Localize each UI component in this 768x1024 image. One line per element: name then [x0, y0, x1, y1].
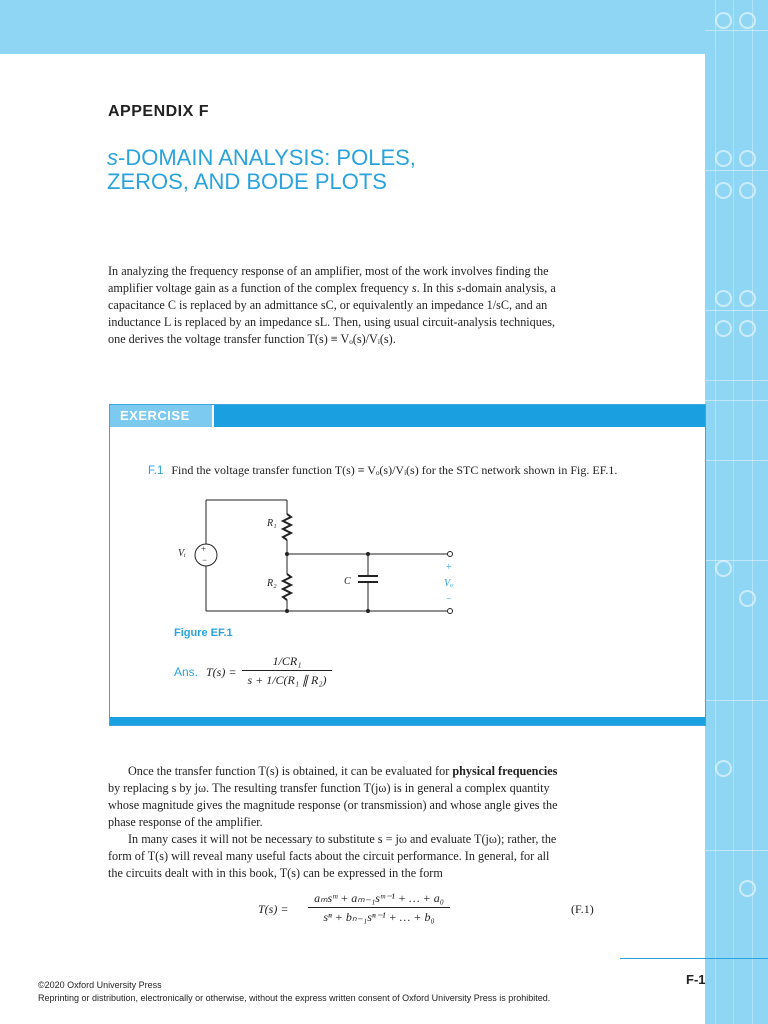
source-minus: − [202, 555, 208, 565]
top-color-band [0, 0, 768, 54]
exercise-tab [110, 405, 214, 427]
answer-denominator: s + 1/C(R₁ ∥ R₂) [247, 673, 327, 687]
circuit-dot-icon [739, 590, 756, 607]
circuit-dot-icon [739, 290, 756, 307]
right-decorative-band [705, 0, 768, 1024]
exercise-question [148, 463, 617, 478]
intro-line-3: capacitance C is replaced by an admittance sC, or equivalently an impedance 1/sC, and an [108, 298, 548, 312]
vi-label: Vᵢ [178, 548, 186, 559]
circuit-dot-icon [739, 880, 756, 897]
circuit-dot-icon [715, 290, 732, 307]
circuit-dot-icon [715, 320, 732, 337]
body-p2-line-3: the circuits dealt with in this book, T(s) can be expressed in the form [108, 866, 443, 880]
junction-dot [366, 552, 370, 556]
title-line2: ZEROS, AND BODE PLOTS [107, 169, 387, 194]
title-s: s [107, 145, 118, 170]
exercise-header-bar [110, 405, 705, 427]
junction-dot [285, 609, 289, 613]
exercise-text: Find the voltage transfer function T(s) ≡ Vₒ(s)/Vᵢ(s) for the STC network shown in Fig. EF.1. [171, 463, 618, 477]
circuit-dot-icon [739, 12, 756, 29]
circuit-dot-icon [715, 560, 732, 577]
fraction-bar [242, 670, 332, 671]
body-p2-line-2: form of T(s) will reveal many useful facts about the circuit performance. In general, for all [108, 849, 550, 863]
r2-label: R₂ [267, 578, 277, 589]
answer-fraction [242, 653, 332, 688]
stc-network-circuit [170, 490, 470, 625]
intro-paragraph [108, 263, 598, 348]
circuit-trace [705, 560, 768, 561]
intro-line-1: In analyzing the frequency response of an amplifier, most of the work involves finding the [108, 264, 549, 278]
circuit-trace [705, 400, 768, 401]
footer-rule [620, 958, 768, 959]
vo-minus: − [446, 594, 452, 605]
circuit-dot-icon [739, 150, 756, 167]
copyright-line: ©2020 Oxford University Press [38, 980, 162, 990]
exercise-number: F.1 [148, 465, 164, 477]
circuit-trace [705, 170, 768, 171]
r2-resistor [283, 574, 291, 600]
circuit-trace [705, 460, 768, 461]
circuit-trace [705, 700, 768, 701]
r1-resistor [283, 514, 291, 540]
circuit-trace [705, 30, 768, 31]
circuit-dot-icon [715, 760, 732, 777]
c-label: C [344, 576, 351, 587]
output-terminal-minus [448, 609, 453, 614]
body-paragraph-1 [108, 763, 598, 882]
figure-caption: Figure EF.1 [174, 627, 233, 639]
body-p1-line-4: phase response of the amplifier. [108, 815, 263, 829]
equation-lhs: T(s) = [258, 902, 289, 916]
fraction-bar [308, 907, 450, 908]
body-p1-line-2: by replacing s by jω. The resulting transfer function T(jω) is in general a complex quantity [108, 781, 550, 795]
equation-f1 [258, 890, 618, 930]
reprint-notice: Reprinting or distribution, electronically or otherwise, without the express written consent of Oxford University Press is prohibited. [38, 993, 551, 1003]
circuit-dot-icon [739, 320, 756, 337]
output-terminal-plus [448, 552, 453, 557]
copyright-notice [38, 979, 550, 1005]
equation-fraction [308, 890, 450, 925]
circuit-trace [705, 380, 768, 381]
answer-label: Ans. [174, 665, 199, 679]
exercise-footer-bar [110, 717, 705, 725]
body-p1-line-3: whose magnitude gives the magnitude response (or transmission) and whose angle gives the [108, 798, 558, 812]
intro-line-4: inductance L is replaced by an impedance sL. Then, using usual circuit-analysis techniques, [108, 315, 556, 329]
r1-label: R₁ [267, 518, 277, 529]
circuit-trace [705, 310, 768, 311]
source-plus: + [201, 544, 207, 554]
junction-dot [285, 552, 289, 556]
vo-plus: + [446, 562, 452, 573]
equation-numerator: aₘsᵐ + aₘ₋₁sᵐ⁻¹ + … + a₀ [314, 891, 444, 905]
equation-tag: (F.1) [571, 902, 594, 916]
junction-dot [366, 609, 370, 613]
page-number: F-1 [686, 972, 706, 987]
circuit-trace [705, 850, 768, 851]
answer-numerator: 1/CR₁ [272, 654, 302, 668]
answer-lhs: T(s) = [206, 665, 237, 679]
appendix-label: APPENDIX F [108, 103, 210, 120]
equation-denominator: sⁿ + bₙ₋₁sⁿ⁻¹ + … + b₀ [323, 910, 435, 924]
intro-line-5: one derives the voltage transfer function T(s) ≡ Vₒ(s)/Vᵢ(s). [108, 332, 396, 346]
circuit-dot-icon [715, 182, 732, 199]
circuit-dot-icon [739, 182, 756, 199]
intro-line-2: amplifier voltage gain as a function of the complex frequency s. In this s-domain analysis, a [108, 281, 556, 295]
vo-label: Vₒ [444, 578, 453, 589]
exercise-header: EXERCISE [120, 408, 190, 423]
body-p1-line-1: Once the transfer function T(s) is obtained, it can be evaluated for physical frequencies [128, 764, 558, 778]
title-line1: -DOMAIN ANALYSIS: POLES, [118, 145, 416, 170]
circuit-dot-icon [715, 12, 732, 29]
circuit-dot-icon [715, 150, 732, 167]
body-p2-line-1: In many cases it will not be necessary to substitute s = jω and evaluate T(jω); rather, the [128, 832, 557, 846]
chapter-title [107, 146, 527, 194]
circuit-trace [733, 0, 734, 1024]
